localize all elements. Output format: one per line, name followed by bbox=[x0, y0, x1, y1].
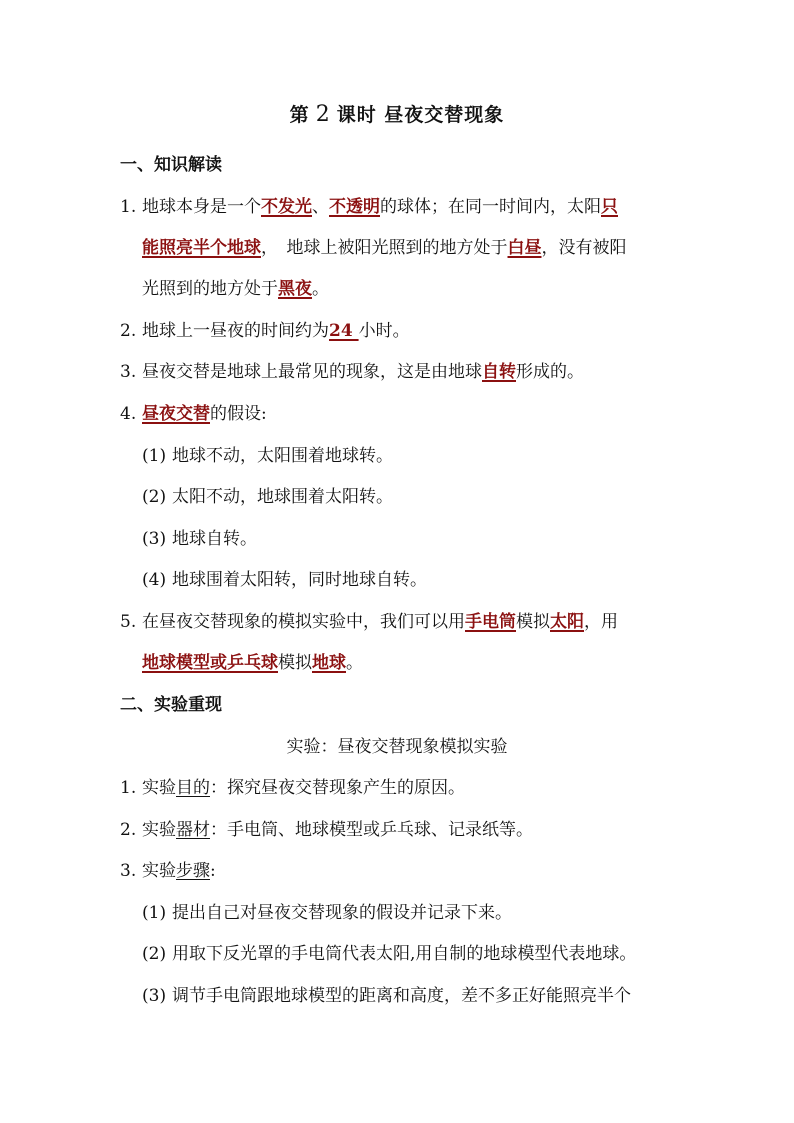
answer-blank: 能照亮半个地球 bbox=[142, 238, 261, 258]
answer-blank: 手电筒 bbox=[465, 612, 516, 632]
answer-blank: 太阳 bbox=[550, 612, 584, 632]
hypothesis-item bbox=[142, 569, 427, 591]
question-text: ，没有被阳 bbox=[541, 238, 627, 258]
experiment-materials bbox=[120, 819, 533, 841]
question-number: 3. bbox=[120, 362, 137, 382]
question-text: 昼夜交替是地球上最常见的现象，这是由地球 bbox=[142, 362, 482, 382]
item-number: (3) bbox=[142, 529, 167, 549]
item-text: 实验 bbox=[142, 778, 176, 798]
answer-blank: 只 bbox=[601, 197, 618, 217]
item-text: 实验 bbox=[142, 820, 176, 840]
question-number: 4. bbox=[120, 404, 137, 424]
item-number: (2) bbox=[142, 487, 167, 507]
answer-blank: 地球模型或乒乓球 bbox=[142, 653, 278, 673]
item-text: 用取下反光罩的手电筒代表太阳,用自制的地球模型代表地球。 bbox=[172, 944, 637, 964]
answer-blank: 24 bbox=[329, 321, 359, 341]
item-text: ：手电筒、地球模型或乒乓球、记录纸等。 bbox=[210, 820, 533, 840]
question-1-line-1 bbox=[120, 196, 618, 218]
answer-blank: 昼夜交替 bbox=[142, 404, 210, 424]
question-text: 小时。 bbox=[358, 321, 410, 341]
question-2 bbox=[120, 320, 410, 342]
question-number: 5. bbox=[120, 612, 137, 632]
item-number: 2. bbox=[120, 820, 137, 840]
question-text: 地球本身是一个 bbox=[142, 197, 261, 217]
item-text: : bbox=[210, 861, 216, 881]
experiment-title: 实验：昼夜交替现象模拟实验 bbox=[286, 737, 508, 757]
question-text: 光照到的地方处于 bbox=[142, 279, 278, 299]
experiment-steps bbox=[120, 860, 216, 882]
question-5-line-1 bbox=[120, 611, 618, 633]
hypothesis-item bbox=[142, 445, 393, 467]
question-1-line-2 bbox=[142, 237, 627, 259]
question-text: 地球上一昼夜的时间约为 bbox=[142, 321, 329, 341]
item-number: 3. bbox=[120, 861, 137, 881]
title-text: 课时 昼夜交替现象 bbox=[336, 104, 505, 126]
item-number: 1. bbox=[120, 778, 137, 798]
item-number: (4) bbox=[142, 570, 167, 590]
step-item bbox=[142, 902, 512, 924]
question-1-line-3 bbox=[142, 278, 329, 300]
item-text: ：探究昼夜交替现象产生的原因。 bbox=[210, 778, 465, 798]
question-text: 在昼夜交替现象的模拟实验中，我们可以用 bbox=[142, 612, 465, 632]
answer-blank: 黑夜 bbox=[278, 279, 312, 299]
page-title bbox=[0, 100, 794, 127]
answer-blank: 不透明 bbox=[329, 197, 380, 217]
question-text: 。 bbox=[346, 653, 363, 673]
question-3 bbox=[120, 361, 584, 383]
question-text: 、 bbox=[312, 197, 329, 217]
question-text: 模拟 bbox=[278, 653, 312, 673]
question-5-line-2 bbox=[142, 652, 363, 674]
section-heading-experiment: 二、实验重现 bbox=[120, 695, 222, 715]
title-lesson-number: 2 bbox=[315, 102, 331, 127]
hypothesis-item bbox=[142, 528, 257, 550]
section-heading-knowledge: 一、知识解读 bbox=[120, 155, 222, 175]
item-text: 地球不动，太阳围着地球转。 bbox=[172, 446, 393, 466]
underlined-term: 器材 bbox=[176, 820, 210, 840]
item-text: 提出自己对昼夜交替现象的假设并记录下来。 bbox=[172, 903, 512, 923]
item-text: 实验 bbox=[142, 861, 176, 881]
answer-blank: 白昼 bbox=[507, 238, 542, 258]
item-number: (1) bbox=[142, 903, 167, 923]
underlined-term: 目的 bbox=[176, 778, 210, 798]
step-item bbox=[142, 985, 631, 1007]
answer-blank: 自转 bbox=[482, 362, 516, 382]
question-4 bbox=[120, 403, 267, 425]
experiment-purpose bbox=[120, 777, 465, 799]
question-text: 的假设: bbox=[210, 404, 267, 424]
item-number: (2) bbox=[142, 944, 167, 964]
title-prefix: 第 bbox=[289, 104, 310, 126]
item-text: 太阳不动，地球围着太阳转。 bbox=[172, 487, 393, 507]
item-number: (1) bbox=[142, 446, 167, 466]
question-text: ，用 bbox=[584, 612, 618, 632]
question-number: 2. bbox=[120, 321, 137, 341]
question-text: 形成的。 bbox=[516, 362, 584, 382]
item-text: 地球围着太阳转，同时地球自转。 bbox=[172, 570, 427, 590]
item-text: 地球自转。 bbox=[172, 529, 257, 549]
question-text: 的球体；在同一时间内，太阳 bbox=[380, 197, 601, 217]
question-number: 1. bbox=[120, 197, 137, 217]
item-number: (3) bbox=[142, 986, 167, 1006]
hypothesis-item bbox=[142, 486, 393, 508]
answer-blank: 不发光 bbox=[261, 197, 312, 217]
question-text: ， 地球上被阳光照到的地方处于 bbox=[261, 238, 508, 258]
question-text: 模拟 bbox=[516, 612, 550, 632]
underlined-term: 步骤 bbox=[176, 861, 210, 881]
step-item bbox=[142, 943, 636, 965]
answer-blank: 地球 bbox=[312, 653, 346, 673]
question-text: 。 bbox=[312, 279, 329, 299]
item-text: 调节手电筒跟地球模型的距离和高度，差不多正好能照亮半个 bbox=[172, 986, 631, 1006]
